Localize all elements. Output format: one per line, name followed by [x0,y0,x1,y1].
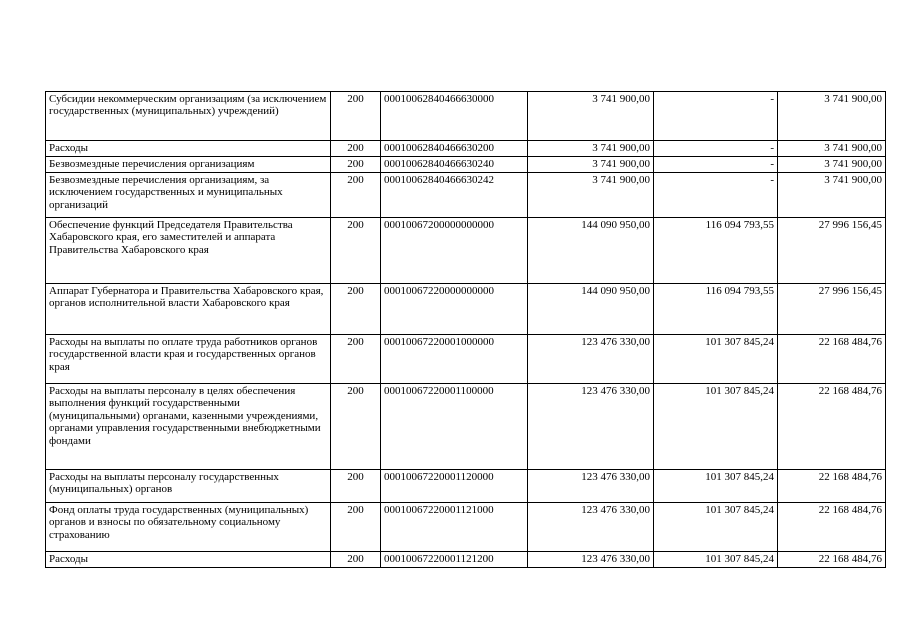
row-budget-code: 00010062840466630000 [381,92,528,141]
table-row [46,141,886,157]
row-line-code: 200 [331,503,381,552]
row-name: Безвозмездные перечисления организациям [46,157,331,173]
row-remaining-amount: 3 741 900,00 [778,92,886,141]
row-name: Фонд оплаты труда государственных (муниципальных) органов и взносы по обязательному социальному страхованию [46,503,331,552]
row-remaining-amount: 3 741 900,00 [778,157,886,173]
row-executed-amount: - [654,92,778,141]
table-row [46,552,886,568]
row-budget-code: 00010067200000000000 [381,218,528,284]
row-remaining-amount: 22 168 484,76 [778,470,886,503]
row-line-code: 200 [331,470,381,503]
row-remaining-amount: 22 168 484,76 [778,503,886,552]
row-remaining-amount: 22 168 484,76 [778,552,886,568]
row-remaining-amount: 3 741 900,00 [778,141,886,157]
row-approved-amount: 144 090 950,00 [528,218,654,284]
table-row [46,173,886,218]
row-approved-amount: 123 476 330,00 [528,552,654,568]
row-line-code: 200 [331,141,381,157]
row-budget-code: 00010067220001000000 [381,335,528,384]
row-approved-amount: 123 476 330,00 [528,384,654,470]
row-approved-amount: 144 090 950,00 [528,284,654,335]
row-budget-code: 00010067220001121200 [381,552,528,568]
row-remaining-amount: 22 168 484,76 [778,335,886,384]
table-row [46,470,886,503]
row-approved-amount: 3 741 900,00 [528,141,654,157]
table-row [46,218,886,284]
row-budget-code: 00010067220000000000 [381,284,528,335]
row-executed-amount: - [654,141,778,157]
row-remaining-amount: 22 168 484,76 [778,384,886,470]
row-budget-code: 00010067220001121000 [381,503,528,552]
table-row [46,503,886,552]
row-line-code: 200 [331,92,381,141]
row-remaining-amount: 27 996 156,45 [778,218,886,284]
row-name: Расходы на выплаты по оплате труда работников органов государственной власти края и государственных органов края [46,335,331,384]
budget-execution-table [45,91,886,568]
row-name: Безвозмездные перечисления организациям, за исключением государственных и муниципальных организаций [46,173,331,218]
table-row [46,157,886,173]
table-row [46,384,886,470]
row-budget-code: 00010067220001100000 [381,384,528,470]
row-line-code: 200 [331,173,381,218]
row-name: Расходы [46,552,331,568]
row-approved-amount: 123 476 330,00 [528,335,654,384]
row-name: Расходы [46,141,331,157]
row-approved-amount: 3 741 900,00 [528,92,654,141]
row-budget-code: 00010062840466630200 [381,141,528,157]
row-name: Расходы на выплаты персоналу в целях обеспечения выполнения функций государственными (муниципальными) органами, казенными учреждениями, органами управления государственными внебюджетными фондами [46,384,331,470]
row-name: Расходы на выплаты персоналу государственных (муниципальных) органов [46,470,331,503]
row-name: Обеспечение функций Председателя Правительства Хабаровского края, его заместителей и аппарата Правительства Хабаровского края [46,218,331,284]
row-line-code: 200 [331,384,381,470]
row-name: Субсидии некоммерческим организациям (за исключением государственных (муниципальных) учреждений) [46,92,331,141]
table-row [46,335,886,384]
row-approved-amount: 123 476 330,00 [528,503,654,552]
row-approved-amount: 3 741 900,00 [528,173,654,218]
row-approved-amount: 3 741 900,00 [528,157,654,173]
row-executed-amount: - [654,157,778,173]
row-budget-code: 00010062840466630240 [381,157,528,173]
row-executed-amount: 101 307 845,24 [654,384,778,470]
row-line-code: 200 [331,284,381,335]
row-remaining-amount: 27 996 156,45 [778,284,886,335]
table-row [46,92,886,141]
row-line-code: 200 [331,552,381,568]
row-line-code: 200 [331,335,381,384]
row-budget-code: 00010067220001120000 [381,470,528,503]
row-executed-amount: - [654,173,778,218]
row-executed-amount: 101 307 845,24 [654,335,778,384]
row-budget-code: 00010062840466630242 [381,173,528,218]
row-approved-amount: 123 476 330,00 [528,470,654,503]
row-executed-amount: 101 307 845,24 [654,470,778,503]
row-name: Аппарат Губернатора и Правительства Хабаровского края, органов исполнительной власти Хабаровского края [46,284,331,335]
row-executed-amount: 116 094 793,55 [654,218,778,284]
row-executed-amount: 101 307 845,24 [654,503,778,552]
row-line-code: 200 [331,218,381,284]
table-row [46,284,886,335]
row-remaining-amount: 3 741 900,00 [778,173,886,218]
row-executed-amount: 101 307 845,24 [654,552,778,568]
row-line-code: 200 [331,157,381,173]
row-executed-amount: 116 094 793,55 [654,284,778,335]
